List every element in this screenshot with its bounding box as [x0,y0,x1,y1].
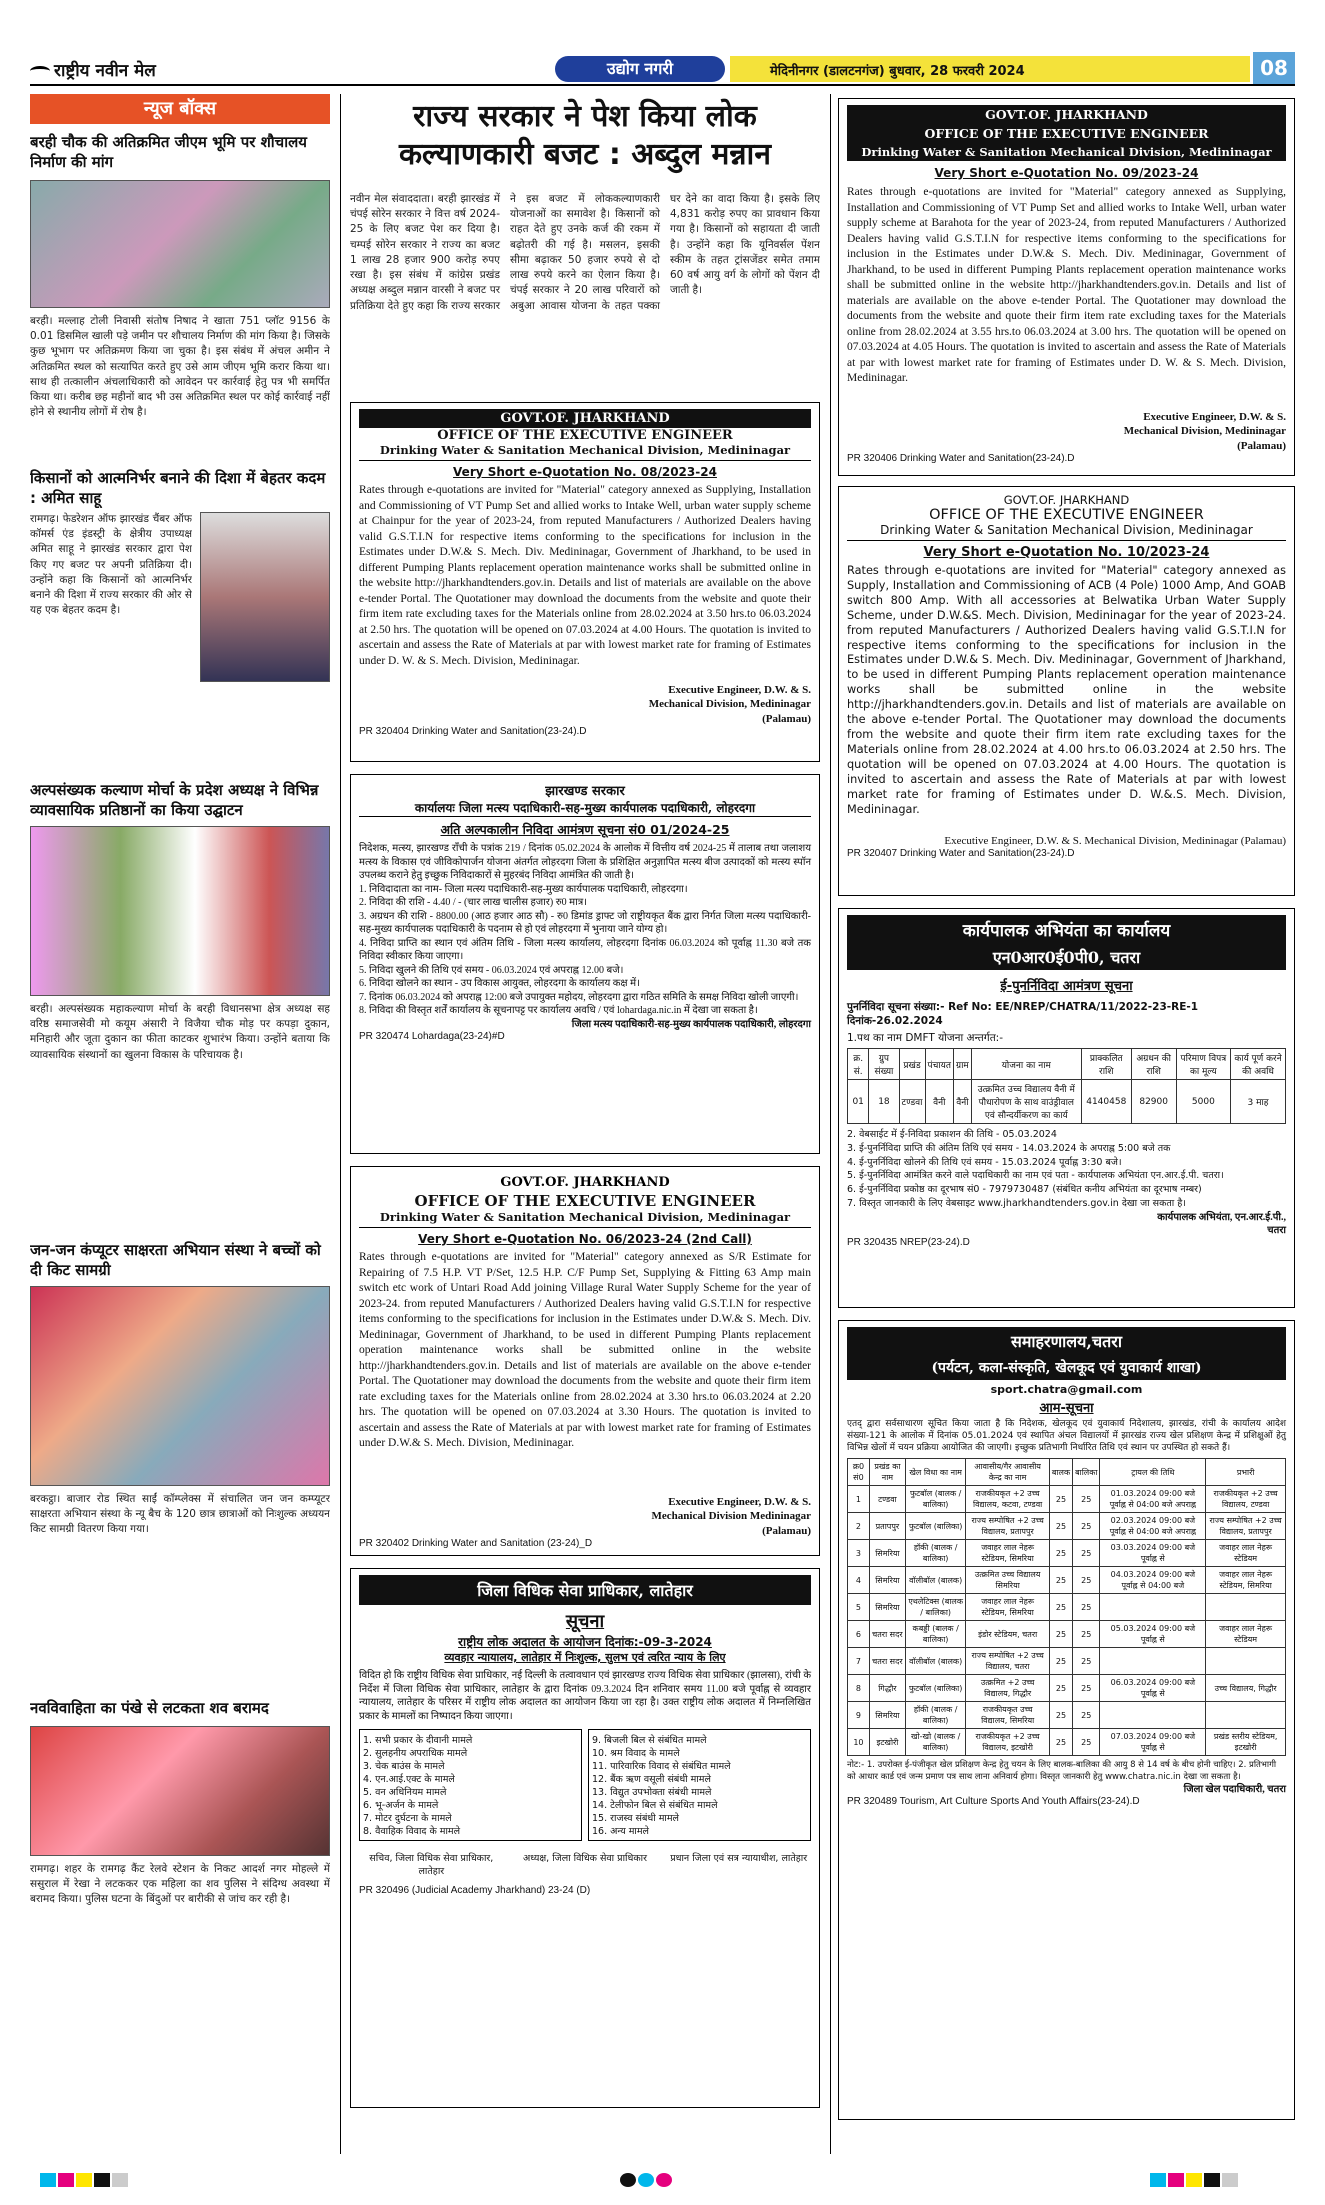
fish-item-5: 5. निविदा खुलने की तिथि एवं समय - 06.03.2024 एवं अपराह्न 12.00 बजे। [359,964,624,976]
table-cell: 6 [848,1621,870,1648]
nrep-notes [847,1128,1286,1211]
fish-item-7: 7. दिनांक 06.03.2024 को अपराह्न 12:00 बजे उपायुक्त महोदय, लोहरदगा द्वारा गठित समिति के समक्ष निविदा खोली जाएगी। [359,991,799,1003]
case-item: 6. भू-अर्जन के मामले [363,1800,439,1811]
story-1-title: बरही चौक की अतिक्रमित जीएम भूमि पर शौचालय निर्माण की मांग [30,133,307,172]
story-2-portrait [200,512,330,682]
main-story-body: नवीन मेल संवाददाता। बरही झारखंड में चंपई सोरेन सरकार ने वित्त वर्ष 2024-25 के लिए बजट पेश कर दिया है। चम्पई सोरेन सरकार ने राज्य का बजट 1 लाख 28 हजार 900 करोड़ रुपए रखा है। इस संबंध में कांग्रेस प्रखंड अध्यक्ष अब्दुल मन्नान वारसी ने बजट पर प्रतिक्रिया देते हुए कहा कि राज्य सरकार ने इस बजट में लोककल्याणकारी योजनाओं का समावेश है। किसानों को राहत देते हुए उनके कर्ज की रकम में बढ़ोतरी की गई है। मसलन, इसकी सीमा बढ़ाकर 50 हजार रुपये से दो लाख रुपये करने का ऐलान किया है। चंपई सरकार ने 20 लाख परिवारों को अबुआ आवास योजना के तहत पक्का घर देने का वादा किया है। इसके लिए 4,831 करोड़ रुपए का प्रावधान किया गया है। किसानों को सहायता दी जाती है। उन्होंने कहा कि यूनिवर्सल पेंशन स्कीम के तहत ट्रांसजेंडर समेत तमाम 60 वर्ष आयु वर्ग के लोगों को पेंशन दी जाती है। [350,193,820,312]
table-header-cell: प्रभारी [1206,1459,1286,1486]
table-cell: फुटबॉल (बालक / बालिका) [905,1486,965,1513]
table-cell: 25 [1073,1567,1100,1594]
table-cell [1100,1594,1206,1621]
case-item: 9. बिजली बिल से संबंधित मामले [592,1735,707,1746]
nrep-table [847,1048,1286,1124]
table-cell: उत्क्रमित +2 उच्च विद्यालय, गिद्धौर [966,1675,1049,1702]
nrep-note: 5. ई-पुनर्निविदा आमंत्रित करने वाले पदाधिकारी का नाम एवं पता - कार्यपालक अभियंता एन.आर.ई.पी. चतरा। [847,1170,1224,1182]
table-cell: 8 [848,1675,870,1702]
case-item: 4. एन.आई.एक्ट के मामले [363,1774,455,1785]
table-header-cell: प्रखंड का नाम [869,1459,905,1486]
ad10-org3: Drinking Water & Sanitation Mechanical Division, Medininagar [847,523,1286,541]
table-cell: 25 [1049,1729,1072,1756]
table-cell: हॉकी (बालक / बालिका) [905,1702,965,1729]
legal-title: सूचना [565,1611,605,1632]
case-item: 8. वैवाहिक विवाद के मामले [363,1826,461,1837]
legal-ref: PR 320496 (Judicial Academy Jharkhand) 23-24 (D) [359,1885,591,1896]
ad-quotation-06 [350,1166,820,1556]
table-cell: 25 [1049,1567,1072,1594]
nrep-title: ई-पुनर्निविदा आमंत्रण सूचना [1000,979,1133,994]
ad06-org2: OFFICE OF THE EXECUTIVE ENGINEER [414,1192,756,1210]
table-cell: राज्य सम्पोषित +2 उच्च विद्यालय, चतरा [966,1648,1049,1675]
sports-table [847,1458,1286,1756]
table-row [848,1648,1286,1675]
table-cell: जवाहर लाल नेहरू स्टेडियम, सिमरिया [966,1594,1049,1621]
table-row [848,1594,1286,1621]
ad10-org2: OFFICE OF THE EXECUTIVE ENGINEER [929,507,1204,523]
table-cell [1100,1648,1206,1675]
story-3-body: बरही। अल्पसंख्यक महाकल्याण मोर्चा के बरही विधानसभा क्षेत्र अध्यक्ष सह वरिष्ठ समाजसेवी मो कयूम अंसारी ने विजैया चौक मोड़ पर कपड़ा दुकान, मनिहारी और जूता दुकान का फीता काटकर शुभारंभ किया। उन्होंने बताया कि व्यावसायिक संस्थानों का खुलना विकास के परिचायक है। [30,1003,330,1061]
table-cell: चतरा सदर [869,1621,905,1648]
ad-quotation-10 [838,486,1295,896]
table-cell: उत्क्रमित उच्च विद्यालय वैनी में पौधारोपण के साथ वाउंड्रीवाल एवं सौन्दर्यीकरण का कार्य [971,1080,1081,1124]
table-cell: राजकीयकृत उच्च विद्यालय, सिमरिया [966,1702,1049,1729]
table-cell: 4140458 [1081,1080,1131,1124]
fish-item-8: 8. निविदा की विस्तृत शर्तें कार्यालय के सूचनापट्ट पर कार्यालय अवधि / एवं lohardaga.nic.in में देखा जा सकता है। [359,1005,758,1016]
table-cell: 01 [848,1080,869,1124]
table-cell [1206,1648,1286,1675]
table-cell: 82900 [1131,1080,1176,1124]
case-item: 14. टेलीफोन बिल से संबंधित मामले [592,1800,718,1811]
right-column [838,98,1295,2120]
sports-org1: समाहरणालय,चतरा [847,1327,1286,1355]
swatch [638,2173,654,2187]
legal-sub2: व्यवहार न्यायालय, लातेहार में निःशुल्क, सुलभ एवं त्वरित न्याय के लिए [444,1651,726,1664]
fish-title: अति अल्पकालीन निविदा आमंत्रण सूचना सं0 01/2024-25 [440,822,730,837]
ad08-org1: GOVT.OF. JHARKHAND [359,409,811,428]
swatch [1186,2173,1202,2187]
ad09-text: Rates through e-quotations are invited for "Material" category annexed as Supplying, Installation and Commissioning of VT Pump Set and allied works to Intake Well, urban water supply scheme at Barahota for the year of 2023-24, from reputed Manufacturers / Authorized Dealers having valid G.S.T.I.N for respective items conforming to the specifications for inclusion in the Estimates under D.W.& S. Mech. Div. Medininagar, Government of Jharkhand, to be used in different Pumping Plants replacement operation maintenance works shall be submitted online in the website http://jharkhandtenders.gov.in. Details and list of materials are available on the above e-tender Portal. The Quotationer may download the documents from the website and quote their firm item rate excluding taxes for the Materials online from 28.02.2024 at 3.55 hrs.to 06.03.2024 at 3.00 hrs. The quotation will be opened on 07.03.2024 at 4.05 Hours. The quotation is invited to ascertain and assess the Rate of Materials at par with lowest market rate for framing of Estimates under D. W. & S. Mech. Division, Medininagar. [847,186,1286,385]
table-header-cell: कार्य पूर्ण करने की अवधि [1231,1049,1286,1080]
table-header-cell: ग्राम [954,1049,972,1080]
table-cell: 01.03.2024 09:00 बजे पूर्वाह्न से 04:00 बजे अपराह्न [1100,1486,1206,1513]
sports-signature: जिला खेल पदाधिकारी, चतरा [1183,1784,1286,1796]
table-cell: जवाहर लाल नेहरू स्टेडियम [1206,1621,1286,1648]
legal-text: विदित हो कि राष्ट्रीय विधिक सेवा प्राधिकार, नई दिल्ली के तत्वावधान एवं झारखण्ड राज्य विधिक सेवा प्राधिकार (झालसा), रांची के निर्देश में जिला विधिक सेवा प्राधिकार, लातेहार के द्वारा दिनांक 09.3.2024 दिन शनिवार समय 11.00 बजे पूर्वाह्न से व्यवहार न्यायालय, लातेहार के परिसर में राष्ट्रीय लोक अदालत का आयोजन किया जा रहा है। उक्त राष्ट्रीय लोक अदालत में निम्नलिखित प्रकार के मामलों का निष्पादन किया जाएगा। [359,1670,811,1722]
ad10-org1: GOVT.OF. JHARKHAND [1003,493,1130,507]
sports-title: आम-सूचना [1039,1401,1094,1416]
story-5-body: रामगढ़। शहर के रामगढ़ कैंट रेलवे स्टेशन के निकट आदर्श नगर मोहल्ले में ससुराल में रेखा ने लटककर एक महिला का शव पुलिस ने संदिग्ध अवस्था में बरामद किया। पुलिस घटना के बिंदुओं पर बारीकी से जांच कर रही है। [30,1863,330,1906]
story-3-title: अल्पसंख्यक कल्याण मोर्चा के प्रदेश अध्यक्ष ने विभिन्न व्यावसायिक प्रतिष्ठानों का किया उद्घाटन [30,781,319,820]
table-cell: 07.03.2024 09:00 बजे पूर्वाह्न से [1100,1729,1206,1756]
fish-text: निदेशक, मत्स्य, झारखण्ड राँची के पत्रांक 219 / दिनांक 05.02.2024 के आलोक में वित्तीय वर्ष 2024-25 में तालाब तथा जलाशय मत्स्य के विकास एवं जीविकोपार्जन योजना अंतर्गत लोहरदगा जिला के प्रशिक्षित अनुज्ञापित मत्स्य बीज उत्पादकों को मत्स्य स्पॉन उपलब्ध कराने हेतु इच्छुक निविदाकारों से मुहरबंद निविदा आमंत्रित की जाती है। [359,843,811,881]
ad08-signature: Executive Engineer, D.W. & S. Mechanical Division, Medininagar (Palamau) [648,684,811,725]
table-cell: इटखोरी [869,1729,905,1756]
section-label: उद्योग नगरी [555,56,725,82]
table-cell: जवाहर लाल नेहरू स्टेडियम [1206,1540,1286,1567]
case-item: 16. अन्य मामले [592,1826,649,1837]
table-row [848,1080,1286,1124]
ad10-signature: Executive Engineer, D.W. & S. Mechanical Division, Medininagar (Palamau) [944,835,1286,847]
middle-column [350,98,820,2108]
story-3-photo [30,826,330,996]
table-cell: इंडोर स्टेडियम, चतरा [966,1621,1049,1648]
table-cell: वैनी [925,1080,954,1124]
story-2-title: किसानों को आत्मनिर्भर बनाने की दिशा में बेहतर कदम : अमित साहू [30,469,326,508]
table-header-cell: प्राक्कलित राशि [1081,1049,1131,1080]
nrep-note: 3. ई-पुनर्निविदा प्राप्ति की अंतिम तिथि एवं समय - 14.03.2024 के अपराह्न 5:00 बजे तक [847,1142,1171,1154]
story-5-photo [30,1726,330,1856]
nrep-ref: PR 320435 NREP(23-24).D [847,1236,970,1248]
sports-text: एतद् द्वारा सर्वसाधारण सूचित किया जाता है कि निदेशक, खेलकूद एवं युवाकार्य निदेशालय, झारखंड, रांची के कार्यालय आदेश संख्या-121 के आलोक में दिनांक 05.01.2024 एवं स्थापित अंचल विद्यालयों में झारखंड राज्य खेल प्रशिक्षण केन्द्र में प्रशिक्षुओं हेतु विभिन्न खेलों में चयन प्रक्रिया आयोजित की जाएगी। इच्छुक प्रतिभागी निर्धारित तिथि एवं स्थान पर उपस्थित हो सकते हैं। [847,1419,1286,1454]
table-cell: वॉलीबॉल (बालक) [905,1648,965,1675]
ad09-org2: OFFICE OF THE EXECUTIVE ENGINEER [847,124,1286,143]
case-item: 1. सभी प्रकार के दीवानी मामले [363,1735,473,1746]
ad09-title: Very Short e-Quotation No. 09/2023-24 [934,166,1199,180]
table-header-cell: क्र0 सं0 [848,1459,870,1486]
sports-org2: (पर्यटन, कला-संस्कृति, खेलकूद एवं युवाकार्य शाखा) [847,1355,1286,1380]
ad08-org2: OFFICE OF THE EXECUTIVE ENGINEER [437,428,733,443]
page-header [30,52,1295,86]
fish-item-2: 2. निविदा की राशि - 4.40 / - (चार लाख चालीस हजार) रु0 मात्र। [359,897,588,908]
ad06-org1: GOVT.OF. JHARKHAND [359,1173,811,1192]
table-row [848,1702,1286,1729]
nrep-note: 6. ई-पुनर्निविदा प्रकोष्ठ का दूरभाष सं0 - 7979730487 (संबंधित कनीय अभियंता का दूरभाष नम्बर) [847,1184,1202,1196]
ad06-ref: PR 320402 Drinking Water and Sanitation (23-24)_D [359,1537,593,1549]
case-item: 15. राजस्व संबंधी मामले [592,1813,679,1824]
case-item: 5. वन अधिनियम मामले [363,1787,447,1798]
swatch [94,2173,110,2187]
table-header-cell: परिमाण विपत्र का मूल्य [1176,1049,1230,1080]
table-cell: 25 [1049,1513,1072,1540]
table-cell: 25 [1073,1675,1100,1702]
table-cell: जवाहर लाल नेहरू स्टेडियम, सिमरिया [1206,1567,1286,1594]
story-1-photo [30,180,330,308]
table-cell [1206,1594,1286,1621]
table-cell: वॉलीबॉल (बालक) [905,1567,965,1594]
table-cell: 25 [1073,1648,1100,1675]
case-item: 3. चेक बाउंस के मामले [363,1761,445,1772]
story-5-title: नवविवाहिता का पंखे से लटकता शव बरामद [30,1699,269,1717]
legal-footer-mid: अध्यक्ष, जिला विधिक सेवा प्राधिकार [523,1853,647,1864]
table-cell: 25 [1049,1675,1072,1702]
ad10-title: Very Short e-Quotation No. 10/2023-24 [923,545,1210,560]
table-cell: राजकीयकृत +2 उच्च विद्यालय, टण्डवा [1206,1486,1286,1513]
legal-footer-right: प्रधान जिला एवं सत्र न्यायाधीश, लातेहार [670,1853,808,1864]
swatch [620,2173,636,2187]
case-item: 2. सुलहनीय अपराधिक मामले [363,1748,468,1759]
table-cell: टण्डवा [899,1080,925,1124]
table-header-cell: क्र. सं. [848,1049,869,1080]
table-cell: 3 माह [1231,1080,1286,1124]
nrep-note: 2. वेबसाईट में ई-निविदा प्रकाशन की तिथि - 05.03.2024 [847,1129,1057,1140]
ad-quotation-09 [838,98,1295,476]
nrep-org2: एन0आर0ई0पी0, चतरा [847,944,1286,970]
nrep-note: 4. ई-पुनर्निविदा खोलने की तिथि एवं समय - 15.03.2024 पूर्वाह्न 3:30 बजे। [847,1156,1122,1168]
table-header-cell: आवासीय/गैर आवासीय केन्द्र का नाम [966,1459,1049,1486]
fish-item-1: 1. निविदादाता का नाम- जिला मत्स्य पदाधिकारी-सह-मुख्य कार्यपालक पदाधिकारी, लोहरदगा। [359,883,688,895]
table-cell: 25 [1049,1621,1072,1648]
left-column [30,94,330,2154]
swatch [76,2173,92,2187]
story-2-block [30,512,330,774]
table-header-cell: प्रखंड [899,1049,925,1080]
table-cell: 3 [848,1540,870,1567]
table-cell: एथलेटिक्स (बालक / बालिका) [905,1594,965,1621]
ad-sports-notice [838,1320,1295,2120]
table-cell: 25 [1073,1621,1100,1648]
nrep-note: 7. विस्तृत जानकारी के लिए वेबसाइट www.jharkhandtenders.gov.in देखा जा सकता है। [847,1197,1186,1209]
case-item: 7. मोटर दुर्घटना के मामले [363,1813,452,1824]
table-cell: 25 [1073,1729,1100,1756]
swatch [1168,2173,1184,2187]
table-cell: 25 [1073,1486,1100,1513]
table-row [848,1486,1286,1513]
sports-note: नोट:- 1. उपरोक्त ई-पंजीकृत खेल प्रशिक्षण केन्द्र हेतु चयन के लिए बालक-बालिका की आयु 8 से 14 वर्ष के बीच होनी चाहिए। 2. प्रतिभागी को आधार कार्ड एवं जन्म प्रमाण पत्र साथ लाना अनिवार्य होगा। विस्तृत जानकारी हेतु www.chatra.nic.in देखा जा सकता है। [847,1760,1277,1782]
ad09-signature: Executive Engineer, D.W. & S. Mechanical Division, Medininagar (Palamau) [1123,411,1286,452]
story-4-photo [30,1286,330,1486]
table-cell: प्रखंड स्तरीय स्टेडियम, इटखोरी [1206,1729,1286,1756]
table-row [848,1513,1286,1540]
fish-ref: PR 320474 Lohardaga(23-24)#D [359,1030,505,1042]
nrep-ref-line: पुनर्निविदा सूचना संख्या:- Ref No: EE/NREP/CHATRA/11/2022-23-RE-1 दिनांक-26.02.2024 [847,1001,1199,1027]
ad09-org3: Drinking Water & Sanitation Mechanical Division, Medininagar [847,143,1286,161]
table-header-cell: खेल विधा का नाम [905,1459,965,1486]
legal-case-list [359,1729,811,1841]
table-cell: राज्य सम्पोषित +2 उच्च विद्यालय, प्रतापपुर [1206,1513,1286,1540]
legal-footer [359,1851,811,1877]
table-cell: 10 [848,1729,870,1756]
color-swatches-left [40,2172,130,2190]
table-cell: सिमरिया [869,1540,905,1567]
table-cell: 25 [1073,1513,1100,1540]
table-cell: 25 [1049,1702,1072,1729]
table-cell: 5000 [1176,1080,1230,1124]
table-cell: वैनी [954,1080,972,1124]
table-cell: हॉकी (बालक / बालिका) [905,1540,965,1567]
table-cell: 4 [848,1567,870,1594]
table-cell: 02.03.2024 09:00 बजे पूर्वाह्न से 04:00 बजे अपराह्न [1100,1513,1206,1540]
ad08-org3: Drinking Water & Sanitation Mechanical Division, Medininagar [359,443,811,461]
table-cell [1206,1702,1286,1729]
table-row [848,1729,1286,1756]
table-cell: प्रतापपुर [869,1513,905,1540]
fish-org2: कार्यालयः जिला मत्स्य पदाधिकारी-सह-मुख्य कार्यपालक पदाधिकारी, लोहरदगा [359,799,811,817]
table-cell: 25 [1073,1594,1100,1621]
ad09-org1: GOVT.OF. JHARKHAND [847,105,1286,124]
table-cell: फुटबॉल (बालिका) [905,1513,965,1540]
table-cell: सिमरिया [869,1594,905,1621]
table-header-cell: बालक [1049,1459,1072,1486]
ad08-title: Very Short e-Quotation No. 08/2023-24 [453,465,717,479]
masthead [30,58,156,81]
nrep-org1: कार्यपालक अभियंता का कार्यालय [847,915,1286,944]
table-cell: टण्डवा [869,1486,905,1513]
table-cell: उत्क्रमित उच्च विद्यालय सिमरिया [966,1567,1049,1594]
nrep-signature: कार्यपालक अभियंता, एन.आर.ई.पी., चतरा [1157,1211,1286,1236]
dateline: मेदिनीनगर (डालटनगंज) बुधवार, 28 फरवरी 2024 [770,64,1025,79]
table-cell: 25 [1049,1648,1072,1675]
table-cell: राज्य सम्पोषित +2 उच्च विद्यालय, प्रतापपुर [966,1513,1049,1540]
table-cell: 05.03.2024 09:00 बजे पूर्वाह्न से [1100,1621,1206,1648]
table-cell: 25 [1049,1594,1072,1621]
table-header-cell: ट्रायल की तिथि [1100,1459,1206,1486]
table-row [848,1540,1286,1567]
color-swatches-right [1150,2172,1240,2190]
table-cell: 25 [1073,1702,1100,1729]
table-cell: उच्च विद्यालय, गिद्धौर [1206,1675,1286,1702]
fish-item-6: 6. निविदा खोलने का स्थान - उप विकास आयुक्त, लोहरदगा के कार्यालय कक्ष में। [359,978,640,989]
table-cell: सिमरिया [869,1702,905,1729]
table-header-cell: पंचायत [925,1049,954,1080]
legal-org1: जिला विधिक सेवा प्राधिकार, लातेहार [359,1575,811,1605]
table-header-cell: बालिका [1073,1459,1100,1486]
table-cell: 06.03.2024 09:00 बजे पूर्वाह्न से [1100,1675,1206,1702]
sports-table-header [848,1459,1286,1486]
ad09-ref: PR 320406 Drinking Water and Sanitation(23-24).D [847,452,1075,464]
table-row [848,1621,1286,1648]
ad10-ref: PR 320407 Drinking Water and Sanitation(23-24).D [847,848,1075,860]
legal-sub: राष्ट्रीय लोक अदालत के आयोजन दिनांक:-09-3-2024 [458,1635,712,1649]
table-cell: 9 [848,1702,870,1729]
ad-fisheries-tender [350,774,820,1154]
table-cell: 25 [1073,1540,1100,1567]
ad08-text: Rates through e-quotations are invited for "Material" category annexed as Supplying, Installation and Commissioning of VT Pump Set and allied works to Intake Well, urban water supply scheme at Chainpur for the year of 2023-24, from reputed Manufacturers / Authorized Dealers having valid G.S.T.I.N for respective items conforming to the specifications for inclusion in the Estimates under D.W.& S. Mech. Div. Medininagar, Government of Jharkhand, to be used in different Pumping Plants replacement operation maintenance works shall be submitted online in the website http://jharkhandtenders.gov.in. Details and list of materials are available on the above e-tender Portal. The Quotationer may download the documents from the website and quote their firm item rate excluding taxes for the Materials online from 28.02.2024 at 3.50 hrs.to 06.03.2024 at 2.50 hrs. The quotation will be opened on 07.03.2024 at 4.00 Hours. The quotation is invited to ascertain and assess the Rate of Materials at par with lowest market rate for framing of Estimates under D. W. & S. Mech. Division, Medininagar. [359,484,811,667]
legal-footer-left: सचिव, जिला विधिक सेवा प्राधिकार, लातेहार [369,1853,494,1877]
fish-item-4: 4. निविदा प्राप्ति का स्थान एवं अंतिम तिथि - जिला मत्स्य कार्यालय, लोहरदगा दिनांक 06.03.2024 को पूर्वाह्न 11.30 बजे तक निविदा स्वीकार किया जाएगा। [359,937,811,962]
table-header-cell: ग्रुप संख्या [869,1049,899,1080]
table-row [848,1567,1286,1594]
ad06-text: Rates through e-quotations are invited for "Material" category annexed as S/R Estimate for Repairing of 7.5 H.P. VT P/Set, 12.5 H.P. C/F Pump Set, Supplying & Fitting 63 Amp main switch etc work of Untari Road Add joining Village Rural Water Supply Scheme for the year of 2023-24. from reputed Manufacturers / Authorized Dealers having valid G.S.T.I.N for respective items conforming to the specifications for inclusion in the Estimates under D.W.& S. Mech. Div. Medininagar, Government of Jharkhand, to be used in different Pumping Plants replacement operation maintenance works shall be submitted online in the website http://jharkhandtenders.gov.in. Details and list of materials are available on the above e-tender Portal. The Quotationer may download the documents from the website and quote their firm item rate excluding taxes for the Materials online from 28.02.2024 at 3.30 hrs.to 06.03.2024 at 2.20 hrs. The quotation will be opened on 07.03.2024 at 3.30 Hours. The quotation is invited to ascertain and assess the Rate of Materials at par with lowest market rate for framing of Estimates under D.W.& S. Mech. Division, Medininagar. [359,1251,811,1450]
sports-email: sport.chatra@gmail.com [990,1383,1143,1396]
ad10-text: Rates through e-quotations are invited for "Material" category annexed as Supply, Installation and Commissioning of ACB (4 Pole) 1000 Amp, And GOAB switch 800 Amp. With all accessories at Belwatika Urban Water Supply Scheme, under D.W.&S. Mech. Division, Medininagar for the year of 2023-24. from reputed Manufacturers / Authorized Dealers having valid G.S.T.I.N for respective items conforming to the specifications for inclusion in the Estimates under D.W.& S. Mech. Div. Medininagar, Government of Jharkhand, to be used in different Pumping Plants replacement operation maintenance works shall be submitted online in the website http://jharkhandtenders.gov.in. Details and list of materials are available on the above e-tender Portal. The Quotationer may download the documents from the website and quote their firm item rate excluding taxes for the Materials online from 28.02.2024 at 4.00 hrs.to 06.03.2024 at 2.50 hrs. The quotation will be opened on 07.03.2024 at 4.00 Hours. The quotation is invited to ascertain and assess the Rate of Materials at par with lowest market rate for framing of Estimates under D. W.&.S. Mech. Division, Medininagar. [847,564,1286,816]
swatch [1150,2173,1166,2187]
table-cell [1100,1702,1206,1729]
bird-logo-icon [30,66,50,76]
story-4-body: बरकट्ठा। बाजार रोड स्थित साईं कॉम्प्लेक्स में संचालित जन जन कम्प्यूटर साक्षरता अभियान संस्था के न्यू बैच के 120 छात्र छात्राओं को निःशुल्क अध्ययन किट सामग्री वितरण किया गया। [30,1493,330,1536]
ad-quotation-08 [350,402,820,762]
fish-item-3: 3. अग्रधन की राशि - 8800.00 (आठ हजार आठ सौ) - रु0 डिमांड ड्राफ्ट जो राष्ट्रीयकृत बैंक द्वारा निर्गत जिला मत्स्य पदाधिकारी-सह-मुख्य कार्यपालक पदाधिकारी के पदनाम से हो एवं लोहरदगा में भुनाया जाने योग्य हो। [359,910,811,935]
ad06-signature: Executive Engineer, D.W. & S. Mechanical Division Medininagar (Palamau) [651,1496,811,1537]
ad08-ref: PR 320404 Drinking Water and Sanitation(23-24).D [359,725,587,737]
swatch [1222,2173,1238,2187]
table-cell: 25 [1049,1540,1072,1567]
table-cell: राजकीयकृत +2 उच्च विद्यालय, इटखोरी [966,1729,1049,1756]
table-cell: खो-खो (बालक / बालिका) [905,1729,965,1756]
table-cell: गिद्धौर [869,1675,905,1702]
table-cell: 04.03.2024 09:00 बजे पूर्वाह्न से 04:00 बजे [1100,1567,1206,1594]
sports-ref: PR 320489 Tourism, Art Culture Sports And Youth Affairs(23-24).D [847,1796,1140,1808]
case-item: 12. बैंक ऋण वसूली संबंधी मामले [592,1774,711,1785]
table-cell: सिमरिया [869,1567,905,1594]
table-cell: 2 [848,1513,870,1540]
table-header-cell: योजना का नाम [971,1049,1081,1080]
news-box-title: न्यूज बॉक्स [30,94,330,124]
swatch [40,2173,56,2187]
table-cell: 18 [869,1080,899,1124]
legal-cases-left [359,1729,582,1841]
table-cell: 03.03.2024 09:00 बजे पूर्वाह्न से [1100,1540,1206,1567]
swatch [656,2173,672,2187]
story-2-body: रामगढ़। फेडरेशन ऑफ झारखंड चैंबर ऑफ कॉमर्स एंड इंडस्ट्री के क्षेत्रीय उपाध्यक्ष अमित साहू ने झारखंड सरकार द्वारा पेश किए गए बजट पर अपनी प्रतिक्रिया दी। उन्होंने कहा कि किसानों को आत्मनिर्भर बनाने की दिशा में राज्य सरकार की ओर से यह एक बेहतर कदम है। [30,513,192,617]
case-item: 10. श्रम विवाद के मामले [592,1748,680,1759]
ad06-title: Very Short e-Quotation No. 06/2023-24 (2nd Call) [418,1232,752,1246]
table-header-cell: अग्रधन की राशि [1131,1049,1176,1080]
nrep-table-header [848,1049,1286,1080]
story-1-body: बरही। मल्लाह टोली निवासी संतोष निषाद ने खाता 751 प्लॉट 9156 के 0.01 डिसमिल खाली पड़े जमीन पर शौचालय निर्माण की मांग किया है। जिसके कुछ भूभाग पर अतिक्रमण किया जा चुका है। इस संबंध में अंचल अमीन ने अतिक्रमित स्थल को सत्यापित करते हुए उसे आम जीएम भूमि करार किया था। साथ ही तत्कालीन अंचलाधिकारी को आवेदन पर कार्रवाई हेतु पत्र भी समर्पित किया था। करीब छह महीनों बाद भी उस अतिक्रमित स्थल पर कोई कार्रवाई नहीं होने से स्थानीय लोगों में रोष है। [30,315,330,419]
case-item: 11. पारिवारिक विवाद से संबंधित मामले [592,1761,731,1772]
ad-legal-services [350,1568,820,2108]
table-cell: 7 [848,1648,870,1675]
swatch [58,2173,74,2187]
swatch [112,2173,128,2187]
table-cell: जवाहर लाल नेहरू स्टेडियम, सिमरिया [966,1540,1049,1567]
page-number: 08 [1253,52,1295,84]
story-4-title: जन-जन कंप्यूटर साक्षरता अभियान संस्था ने बच्चों को दी किट सामग्री [30,1241,321,1280]
table-cell: चतरा सदर [869,1648,905,1675]
ad-nrep-tender [838,908,1295,1308]
swatch [1204,2173,1220,2187]
ad06-org3: Drinking Water & Sanitation Mechanical Division, Medininagar [359,1210,811,1228]
main-story-title: राज्य सरकार ने पेश किया लोक कल्याणकारी बजट : अब्दुल मन्नान [399,99,771,172]
table-cell: 5 [848,1594,870,1621]
table-cell: 25 [1049,1486,1072,1513]
fish-signature: जिला मत्स्य पदाधिकारी-सह-मुख्य कार्यपालक पदाधिकारी, लोहरदगा [571,1018,811,1030]
table-cell: राजकीयकृत +2 उच्च विद्यालय, कटवा, टण्डवा [966,1486,1049,1513]
table-cell: 1 [848,1486,870,1513]
table-row [848,1675,1286,1702]
table-cell: फुटबॉल (बालिका) [905,1675,965,1702]
masthead-text: राष्ट्रीय नवीन मेल [54,61,156,81]
color-swatches-center [620,2172,674,2190]
legal-cases-right [588,1729,811,1841]
table-cell: कबड्डी (बालक / बालिका) [905,1621,965,1648]
case-item: 13. विद्युत उपभोक्ता संबंधी मामले [592,1787,712,1798]
fish-org1: झारखण्ड सरकार [545,784,625,799]
nrep-sub: 1.पथ का नाम DMFT योजना अन्तर्गत:- [847,1032,1004,1044]
